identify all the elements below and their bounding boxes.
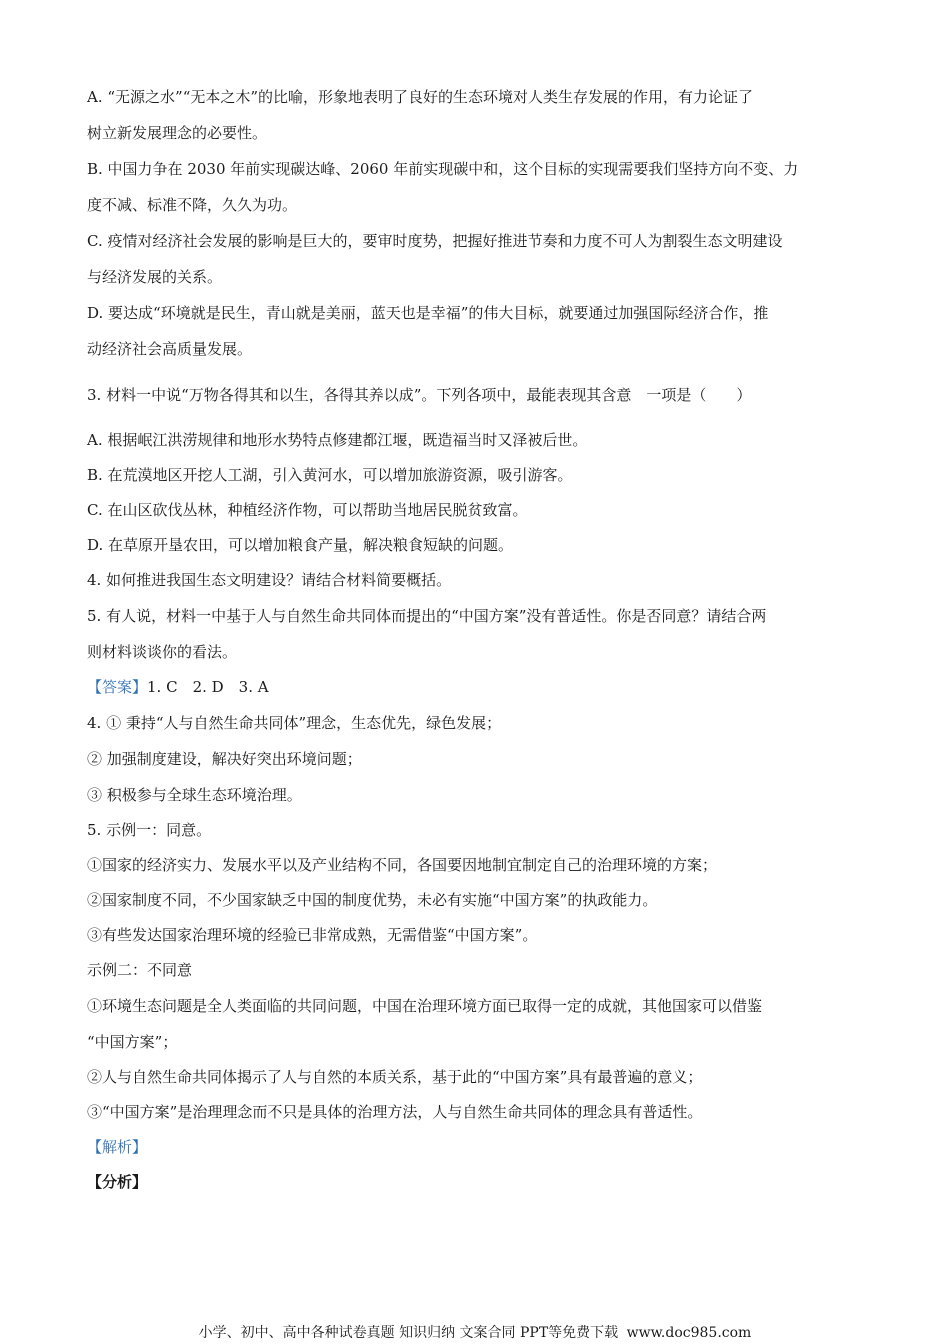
q2-option-b <box>87 151 867 223</box>
example1-point-3: ③有些发达国家治理环境的经验已非常成熟，无需借鉴“中国方案”。 <box>87 926 538 944</box>
option-text: B. 中国力争在 2030 年前实现碳达峰、2060 年前实现碳中和，这个目标的实现需要我们坚持方向不变、力 <box>87 160 799 178</box>
example1-point-1: ①国家的经济实力、发展水平以及产业结构不同，各国要因地制宜制定自己的治理环境的方案； <box>87 856 718 874</box>
question-4: 4. 如何推进我国生态文明建设？请结合材料简要概括。 <box>87 571 452 589</box>
example1-point-2: ②国家制度不同，不少国家缺乏中国的制度优势，未必有实施“中国方案”的执政能力。 <box>87 891 658 909</box>
answer-4-line-3: ③ 积极参与全球生态环境治理。 <box>87 786 302 804</box>
spacer <box>87 413 867 423</box>
fenxi-heading: 【分析】 <box>87 1173 148 1191</box>
q2-option-c <box>87 223 867 295</box>
example2-point-1 <box>87 988 867 1060</box>
q2-option-a <box>87 79 867 151</box>
question-5-continuation: 则材料谈谈你的看法。 <box>87 643 238 661</box>
example2-title: 示例二：不同意 <box>87 961 193 979</box>
footer-text: 小学、初中、高中各种试卷真题 知识归纳 文案合同 PPT等免费下载 <box>198 1325 619 1341</box>
document-content <box>87 79 867 1200</box>
answer-tag: 【答案】 <box>87 678 148 696</box>
answer-choices: 1. C 2. D 3. A <box>147 678 269 696</box>
option-text: D. 要达成“环境就是民生，青山就是美丽，蓝天也是幸福”的伟大目标，就要通过加强国际经济合作，推 <box>87 304 769 322</box>
example2-point-continuation: “中国方案”； <box>87 1033 178 1051</box>
example2-point-3: ③“中国方案”是治理理念而不只是具体的治理方法，人与自然生命共同体的理念具有普适性。 <box>87 1103 703 1121</box>
answer-line <box>87 670 867 705</box>
q3-option-c: C. 在山区砍伐丛林，种植经济作物，可以帮助当地居民脱贫致富。 <box>87 501 528 519</box>
option-continuation: 动经济社会高质量发展。 <box>87 340 253 358</box>
q3-option-b: B. 在荒漠地区开挖人工湖，引入黄河水，可以增加旅游资源，吸引游客。 <box>87 466 573 484</box>
answer-5-title: 5. 示例一：同意。 <box>87 821 212 839</box>
example2-point-2: ②人与自然生命共同体揭示了人与自然的本质关系，基于此的“中国方案”具有最普遍的意义； <box>87 1068 703 1086</box>
q2-option-d <box>87 295 867 367</box>
q3-option-d: D. 在草原开垦农田，可以增加粮食产量，解决粮食短缺的问题。 <box>87 536 514 554</box>
option-continuation: 树立新发展理念的必要性。 <box>87 124 268 142</box>
option-continuation: 度不减、标准不降，久久为功。 <box>87 196 298 214</box>
spacer <box>87 367 867 377</box>
question-5-text: 5. 有人说，材料一中基于人与自然生命共同体而提出的“中国方案”没有普适性。你是否同意？请结合两 <box>87 607 767 625</box>
page-footer <box>0 1322 950 1342</box>
option-continuation: 与经济发展的关系。 <box>87 268 223 286</box>
example2-point-text: ①环境生态问题是全人类面临的共同问题，中国在治理环境方面已取得一定的成就，其他国家可以借鉴 <box>87 997 763 1015</box>
footer-site-link[interactable]: www.doc985.com <box>626 1325 752 1341</box>
question-3-stem: 3. 材料一中说“万物各得其和以生，各得其养以成”。下列各项中，最能表现其含意 一项是（ ） <box>87 386 752 404</box>
answer-4-line-1: 4. ① 秉持“人与自然生命共同体”理念，生态优先，绿色发展； <box>87 714 502 732</box>
analysis-tag: 【解析】 <box>87 1138 148 1156</box>
option-text: A. “无源之水”“无本之木”的比喻，形象地表明了良好的生态环境对人类生存发展的作用，有力论证了 <box>87 88 754 106</box>
analysis-heading <box>87 1130 867 1165</box>
question-5 <box>87 598 867 670</box>
q3-option-a: A. 根据岷江洪涝规律和地形水势特点修建都江堰，既造福当时又泽被后世。 <box>87 431 588 449</box>
answer-4-line-2: ② 加强制度建设，解决好突出环境问题； <box>87 750 362 768</box>
option-text: C. 疫情对经济社会发展的影响是巨大的，要审时度势，把握好推进节奏和力度不可人为割裂生态文明建设 <box>87 232 783 250</box>
